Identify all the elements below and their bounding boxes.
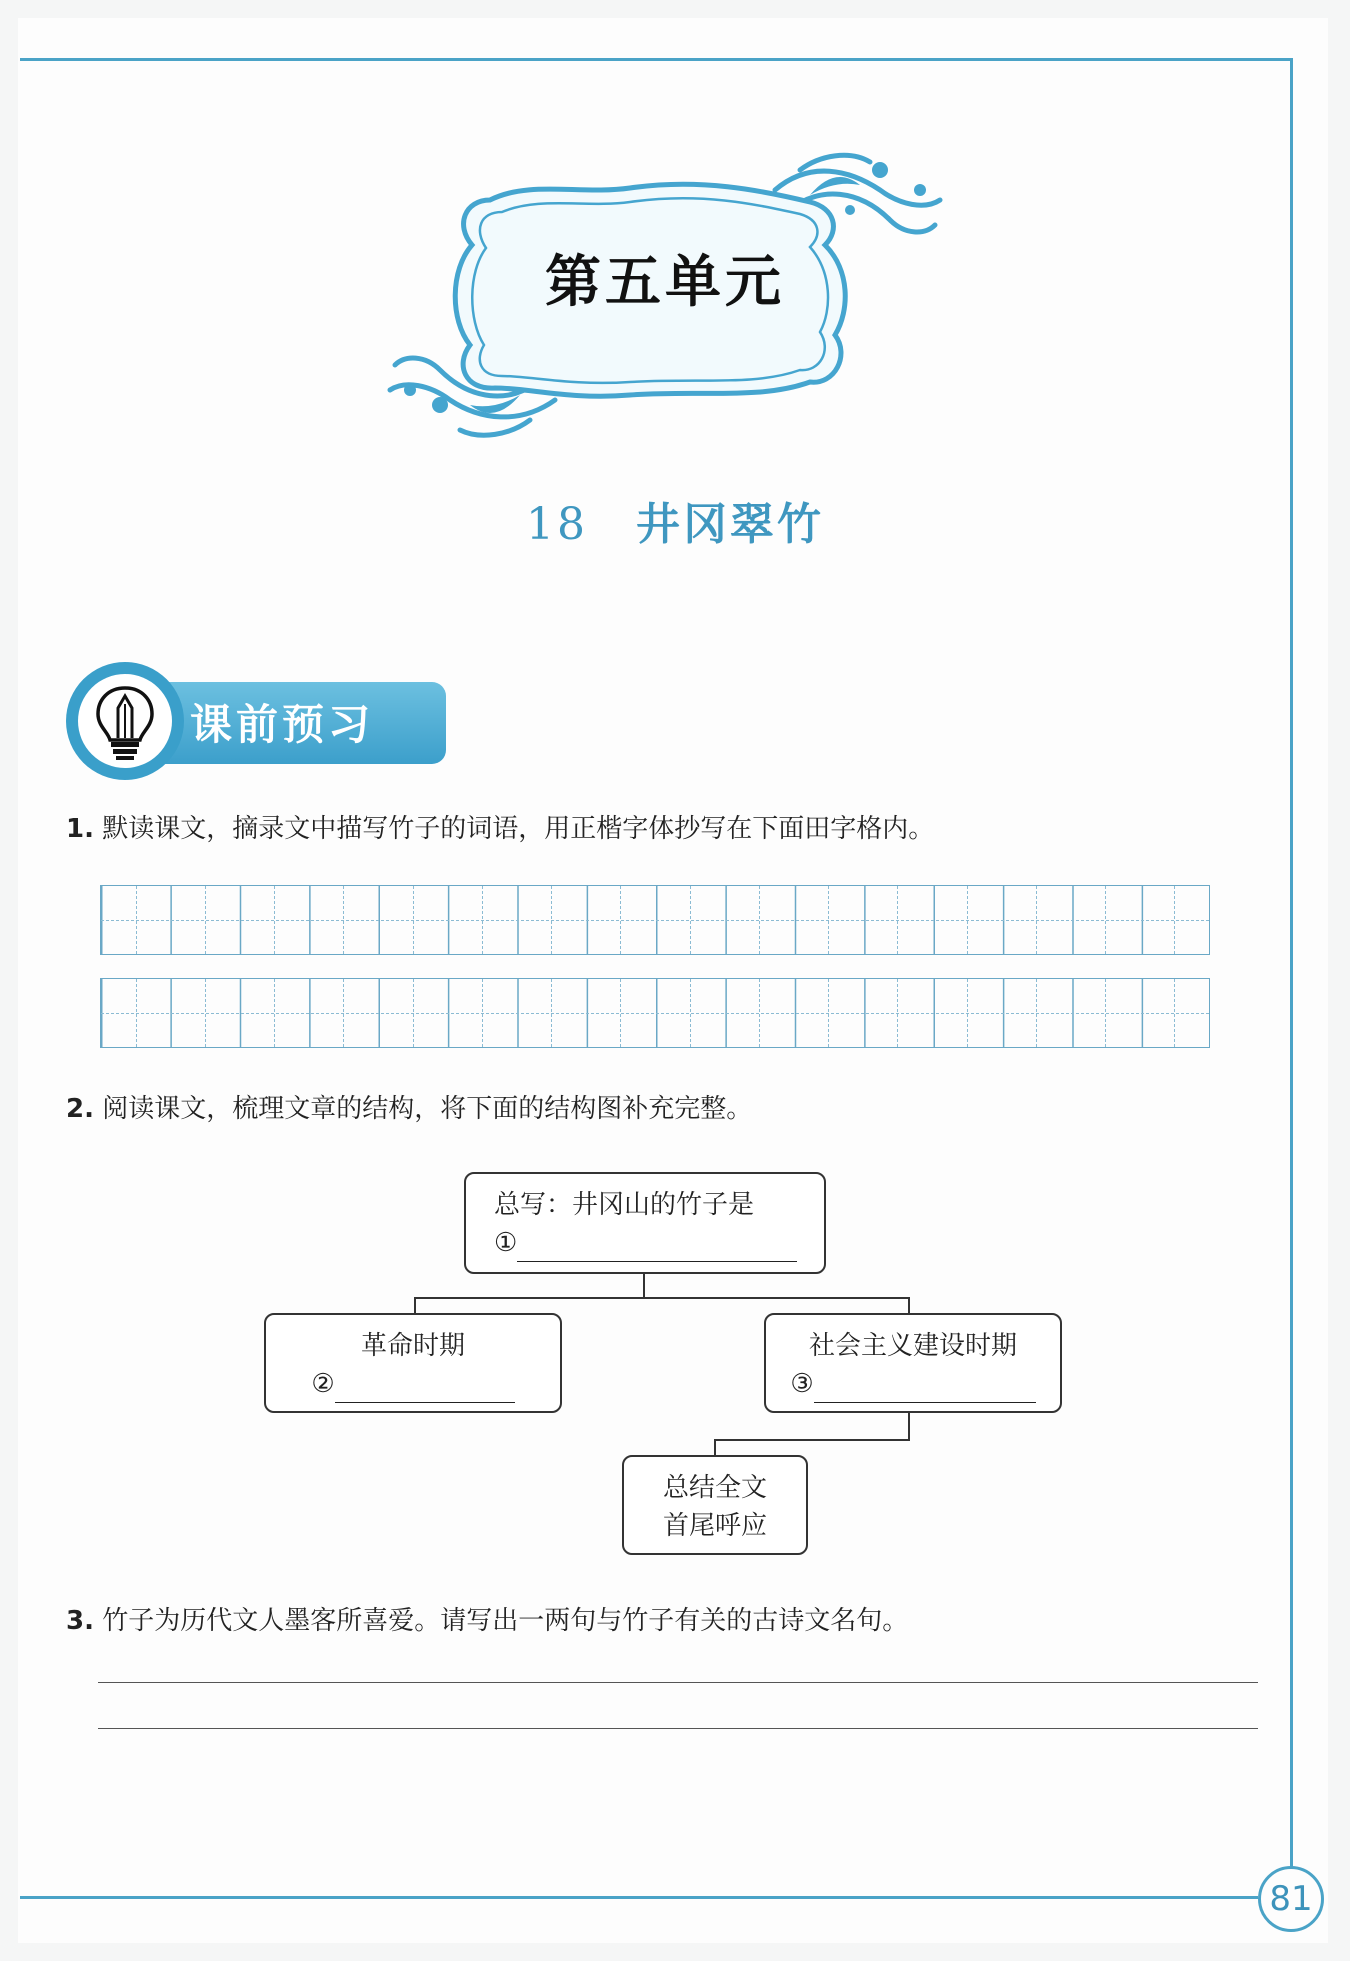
diagram-bottom-box: [622, 1455, 808, 1555]
grid-cell-midline: [413, 979, 414, 1047]
badge-inner: [78, 674, 172, 768]
grid-cell-midline: [1105, 886, 1106, 954]
grid-cell-midline: [1036, 979, 1037, 1047]
diagram-left-title: 革命时期: [360, 1331, 465, 1361]
grid-cell-midline: [136, 979, 137, 1047]
grid-cell-midline: [551, 979, 552, 1047]
grid-cell-midline: [482, 979, 483, 1047]
grid-cell-midline: [967, 886, 968, 954]
lesson-number: 18: [526, 499, 588, 550]
grid-cell-midline: [136, 886, 137, 954]
unit-banner: [380, 150, 950, 440]
lesson-name: 井冈翠竹: [636, 499, 824, 550]
diagram-top-box: [464, 1172, 826, 1274]
grid-cell-midline: [274, 979, 275, 1047]
question-2: [66, 1088, 752, 1125]
grid-cell-midline: [1105, 979, 1106, 1047]
question-number: 1.: [66, 814, 94, 844]
grid-cell-midline: [759, 979, 760, 1047]
answer-line-1[interactable]: [98, 1682, 1258, 1683]
connector: [714, 1439, 910, 1441]
grid-midline: [101, 1013, 1209, 1014]
frame-top-line: [20, 58, 1290, 61]
question-text: 阅读课文，梳理文章的结构，将下面的结构图补充完整。: [102, 1094, 753, 1124]
grid-cell-midline: [343, 979, 344, 1047]
answer-blank-3[interactable]: [814, 1374, 1036, 1403]
grid-cell-midline: [1036, 886, 1037, 954]
question-number: 2.: [66, 1094, 94, 1124]
answer-blank-2[interactable]: [335, 1374, 515, 1403]
grid-cell-midline: [690, 886, 691, 954]
marker-1: ①: [494, 1228, 518, 1258]
lesson-title: [0, 488, 1350, 552]
connector: [643, 1274, 645, 1298]
connector: [414, 1297, 910, 1299]
diagram-right-box: [764, 1313, 1062, 1413]
connector: [414, 1297, 416, 1313]
answer-line-2[interactable]: [98, 1728, 1258, 1729]
connector: [908, 1413, 910, 1441]
tianzige-row-1[interactable]: [100, 885, 1210, 955]
grid-cell-midline: [759, 886, 760, 954]
grid-cell-midline: [620, 886, 621, 954]
section-badge-label: 课前预习: [190, 700, 375, 749]
grid-cell-midline: [343, 886, 344, 954]
grid-cell-midline: [828, 979, 829, 1047]
question-3: [66, 1600, 908, 1637]
frame-right-line: [1290, 58, 1293, 1878]
unit-title: 第五单元: [545, 250, 785, 315]
diagram-top-text: 总写：井冈山的竹子是: [494, 1190, 755, 1220]
question-text: 竹子为历代文人墨客所喜爱。请写出一两句与竹子有关的古诗文名句。: [102, 1606, 909, 1636]
diagram-top-blank-row: [494, 1224, 824, 1262]
grid-midline: [101, 920, 1209, 921]
diagram-left-blank-row: [266, 1365, 560, 1403]
grid-cell-midline: [967, 979, 968, 1047]
grid-cell-midline: [413, 886, 414, 954]
grid-cell-midline: [897, 979, 898, 1047]
diagram-right-title: 社会主义建设时期: [808, 1331, 1017, 1361]
connector: [714, 1439, 716, 1455]
grid-cell-midline: [551, 886, 552, 954]
lightbulb-pencil-icon: [78, 674, 172, 768]
connector: [908, 1297, 910, 1313]
marker-3: ③: [790, 1369, 814, 1399]
section-badge: [66, 662, 386, 792]
page-number: 81: [1258, 1866, 1324, 1932]
question-number: 3.: [66, 1606, 94, 1636]
grid-cell-midline: [482, 886, 483, 954]
grid-cell-midline: [620, 979, 621, 1047]
grid-cell-midline: [205, 886, 206, 954]
badge-circle: [66, 662, 184, 780]
diagram-bottom-line1: 总结全文: [662, 1473, 767, 1503]
frame-bottom-line: [20, 1896, 1258, 1899]
question-1: [66, 808, 934, 845]
diagram-left-box: [264, 1313, 562, 1413]
grid-cell-midline: [1174, 979, 1175, 1047]
grid-cell-midline: [897, 886, 898, 954]
grid-cell-midline: [205, 979, 206, 1047]
grid-cell-midline: [1174, 886, 1175, 954]
diagram-right-blank-row: [766, 1365, 1060, 1403]
diagram-bottom-line2: 首尾呼应: [662, 1511, 767, 1541]
tianzige-row-2[interactable]: [100, 978, 1210, 1048]
question-text: 默读课文，摘录文中描写竹子的词语，用正楷字体抄写在下面田字格内。: [102, 814, 935, 844]
grid-cell-midline: [828, 886, 829, 954]
answer-blank-1[interactable]: [517, 1233, 797, 1262]
marker-2: ②: [311, 1369, 335, 1399]
grid-cell-midline: [274, 886, 275, 954]
grid-cell-midline: [690, 979, 691, 1047]
